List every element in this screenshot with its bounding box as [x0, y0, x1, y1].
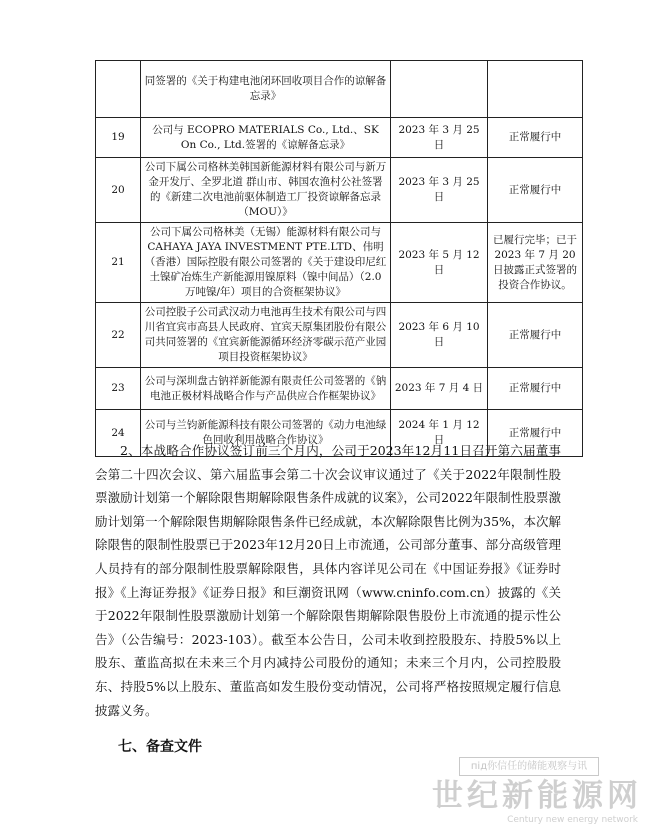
- sign-date: 2024 年 1 月 12 日: [391, 410, 488, 457]
- sign-date: 2023 年 3 月 25 日: [391, 118, 488, 158]
- row-number: [96, 61, 141, 118]
- agreement-description: 公司与兰钧新能源科技有限公司签署的《动力电池绿色回收利用战略合作协议》: [141, 410, 391, 457]
- performance-status: 正常履行中: [488, 303, 583, 368]
- watermark-english: Century new energy network: [507, 815, 638, 825]
- watermark-slogan: під你信任的储能观察与讯: [459, 757, 599, 776]
- agreement-description: 同签署的《关于构建电池闭环回收项目合作的谅解备忘录》: [141, 61, 391, 118]
- table-row: [96, 61, 583, 118]
- performance-status: 已履行完毕；已于 2023 年 7 月 20 日披露正式签署的投资合作协议。: [488, 223, 583, 303]
- row-number: 22: [96, 303, 141, 368]
- agreement-description: 公司控股子公司武汉动力电池再生技术有限公司与四川省宜宾市高县人民政府、宜宾天原集团股份有限公司共同签署的《宜宾新能源循环经济零碳示范产业园项目投资框架协议》: [141, 303, 391, 368]
- agreement-description: 公司下属公司格林美（无锡）能源材料有限公司与 CAHAYA JAYA INVESTMENT PTE.LTD、伟明（香港）国际控股有限公司签署的《关于建设印尼红土镍矿冶炼生产新能源用镍原料（镍中间品）（2.0 万吨镍/年）项目的合资框架协议》: [141, 223, 391, 303]
- agreement-description: 公司下属公司格林美韩国新能源材料有限公司与新万金开发厅、全罗北道 群山市、韩国农渔村公社签署的《新建二次电池前驱体制造工厂投资谅解备忘录（MOU）》: [141, 158, 391, 223]
- row-number: 20: [96, 158, 141, 223]
- table-row: [96, 158, 583, 223]
- sign-date: [391, 61, 488, 118]
- performance-status: 正常履行中: [488, 368, 583, 410]
- row-number: 19: [96, 118, 141, 158]
- sign-date: 2023 年 6 月 10 日: [391, 303, 488, 368]
- table-row: [96, 368, 583, 410]
- performance-status: [488, 61, 583, 118]
- table-row: [96, 223, 583, 303]
- row-number: 24: [96, 410, 141, 457]
- section-heading: 七、备查文件: [118, 739, 202, 755]
- sign-date: 2023 年 3 月 25 日: [391, 158, 488, 223]
- body-paragraph: 2、本战略合作协议签订前三个月内，公司于2023年12月11日召开第六届董事会第二十四次会议、第六届监事会第二十次会议审议通过了《关于2022年限制性股票激励计划第一个解除限售期解除限售条件成就的议案》，公司2022年限制性股票激励计划第一个解除限售期解除限售条件已经成就，本次解除限售比例为35%，本次解除限售的限制性股票已于2023年12月20日上市流通，公司部分董事、部分高级管理人员持有的部分限制性股票解除限售，具体内容详见公司在《中国证券报》《证券时报》《上海证券报》《证券日报》和巨潮资讯网（www.cninfo.com.cn）披露的《关于2022年限制性股票激励计划第一个解除限售期解除限售股份上市流通的提示性公告》（公告编号：2023-103）。截至本公告日，公司未收到控股股东、持股5%以上股东、董监高拟在未来三个月内减持公司股份的通知；未来三个月内，公司控股股东、持股5%以上股东、董监高如发生股份变动情况，公司将严格按照规定履行信息披露义务。: [95, 443, 561, 718]
- agreement-description: 公司与深圳盘古钠祥新能源有限责任公司签署的《钠电池正极材料战略合作与产品供应合作框架协议》: [141, 368, 391, 410]
- table-row: [96, 118, 583, 158]
- sign-date: 2023 年 7 月 4 日: [391, 368, 488, 410]
- row-number: 21: [96, 223, 141, 303]
- agreement-description: 公司与 ECOPRO MATERIALS Co., Ltd.、SK On Co., Ltd.签署的《谅解备忘录》: [141, 118, 391, 158]
- performance-status: 正常履行中: [488, 158, 583, 223]
- watermark-logo-text: 世纪新能源网: [432, 778, 642, 814]
- performance-status: 正常履行中: [488, 118, 583, 158]
- performance-status: 正常履行中: [488, 410, 583, 457]
- row-number: 23: [96, 368, 141, 410]
- agreements-table: [95, 60, 583, 457]
- sign-date: 2023 年 5 月 12 日: [391, 223, 488, 303]
- table-row: [96, 303, 583, 368]
